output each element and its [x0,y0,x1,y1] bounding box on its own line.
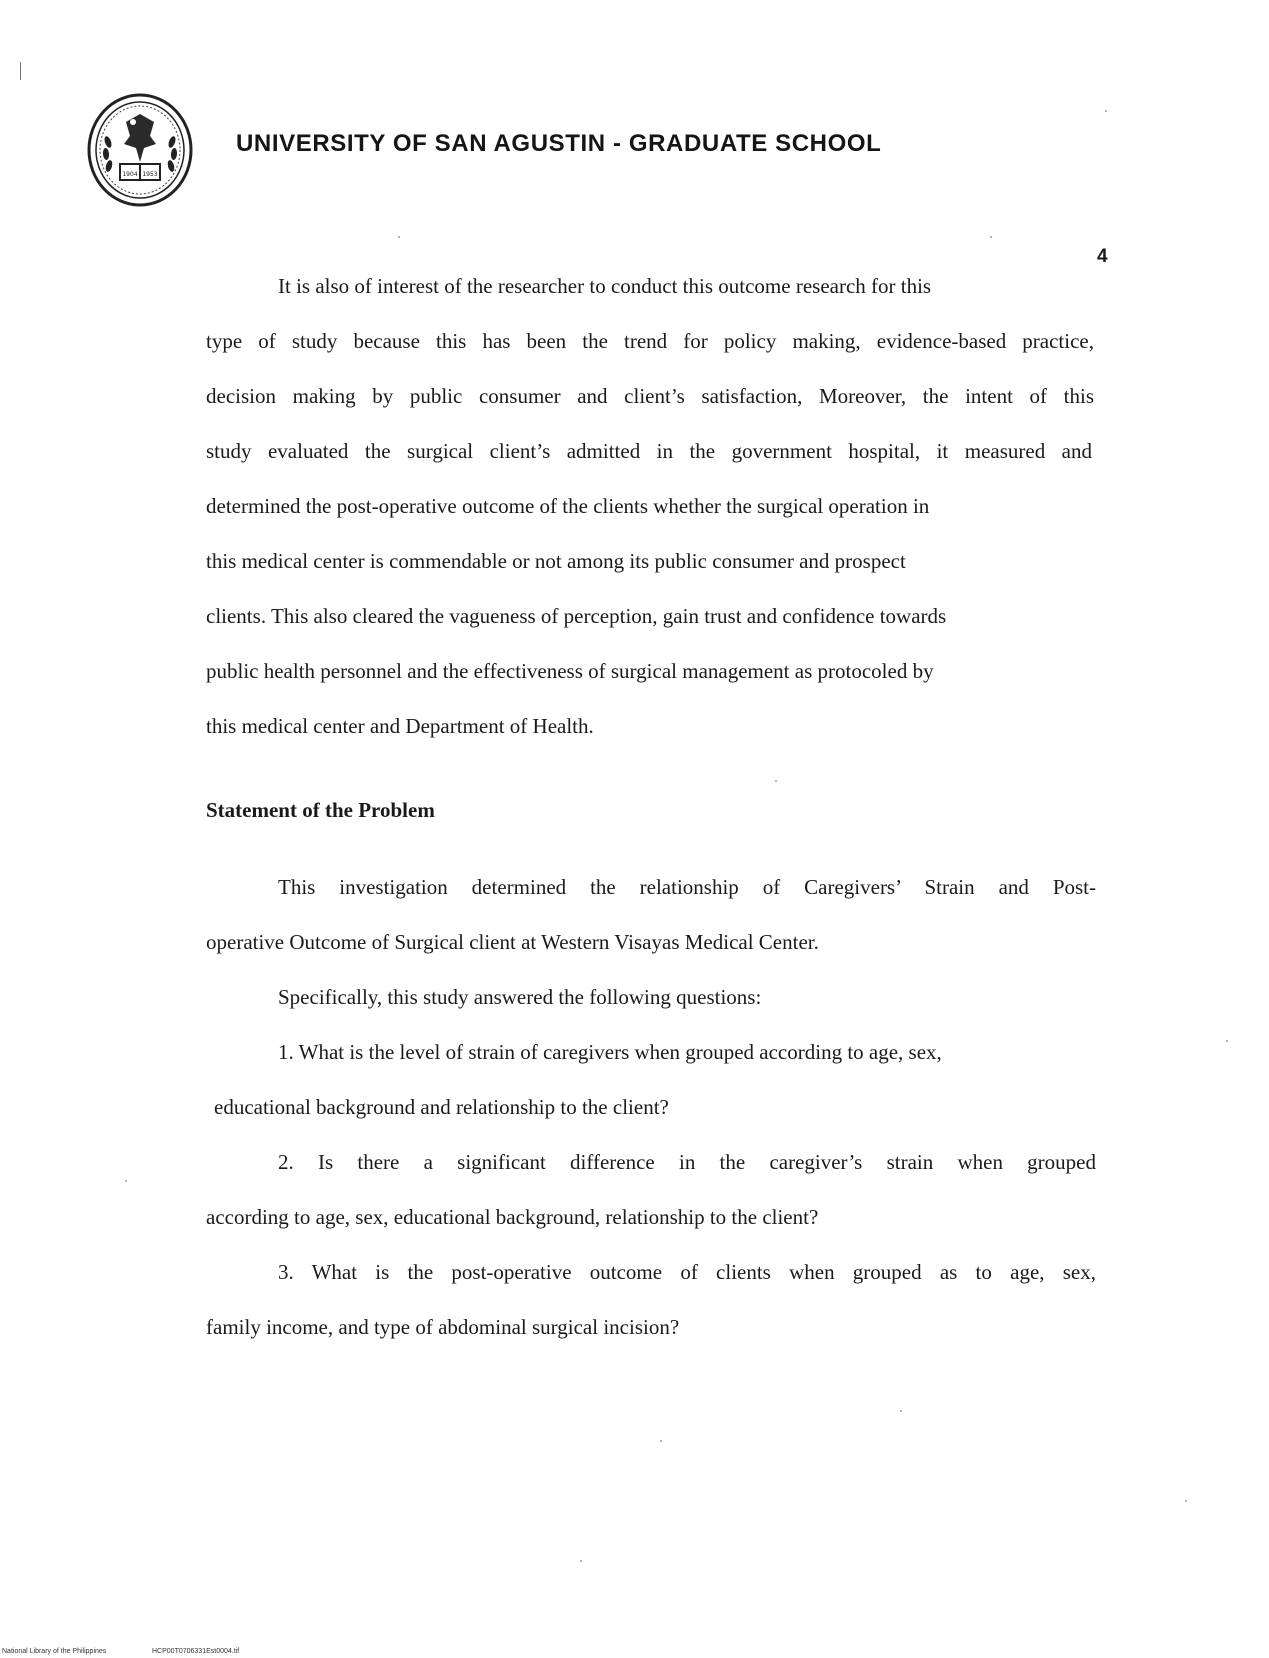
paragraph-line: clients. This also cleared the vagueness of perception, gain trust and confidence towards [206,604,947,628]
scan-mark [20,62,21,80]
question-line: family income, and type of abdominal surgical incision? [206,1315,680,1339]
section-heading: Statement of the Problem [206,798,435,822]
paragraph-line: type of study because this has been the trend for policy making, evidence-based practice, [206,329,1094,353]
question-line: 1. What is the level of strain of caregivers when grouped according to age, sex, [278,1040,942,1064]
scan-speck [1185,1500,1187,1502]
scan-speck [775,780,777,782]
question-line: educational background and relationship to the client? [214,1095,669,1119]
investigation-line: operative Outcome of Surgical client at Western Visayas Medical Center. [206,930,819,954]
paragraph-line: public health personnel and the effectiveness of surgical management as protocoled by [206,659,934,683]
paragraph-line: this medical center and Department of Health. [206,714,594,738]
scan-speck [1105,110,1107,112]
page-number: 4 [1097,246,1108,267]
scan-speck [990,236,992,238]
specifically-line: Specifically, this study answered the following questions: [278,985,762,1009]
scan-speck [125,1180,127,1182]
question-line: according to age, sex, educational background, relationship to the client? [206,1205,819,1229]
scan-speck [660,1440,662,1442]
scan-speck [580,1560,582,1562]
university-seal-icon [86,92,194,208]
paragraph-line: It is also of interest of the researcher to conduct this outcome research for this [278,274,932,298]
svg-text:1953: 1953 [142,171,158,178]
paragraph-line: study evaluated the surgical client’s admitted in the government hospital, it measured and [206,439,1092,463]
paragraph-line: this medical center is commendable or not among its public consumer and prospect [206,549,906,573]
scan-speck [1226,1040,1228,1042]
footer-library: National Library of the Philippines [2,1648,107,1655]
investigation-line: This investigation determined the relationship of Caregivers’ Strain and Post- [278,875,1096,899]
scan-speck [900,1410,902,1412]
paragraph-line: determined the post-operative outcome of the clients whether the surgical operation in [206,494,930,518]
paragraph-line: decision making by public consumer and client’s satisfaction, Moreover, the intent of this [206,384,1094,408]
svg-text:1904: 1904 [122,171,138,178]
footer-code: HCP00T0706331Est0004.tif [152,1648,240,1655]
scan-speck [398,236,400,238]
question-line: 3. What is the post-operative outcome of clients when grouped as to age, sex, [278,1260,1096,1284]
question-line: 2. Is there a significant difference in the caregiver’s strain when grouped [278,1150,1096,1174]
institution-title: UNIVERSITY OF SAN AGUSTIN - GRADUATE SCHOOL [236,130,882,157]
